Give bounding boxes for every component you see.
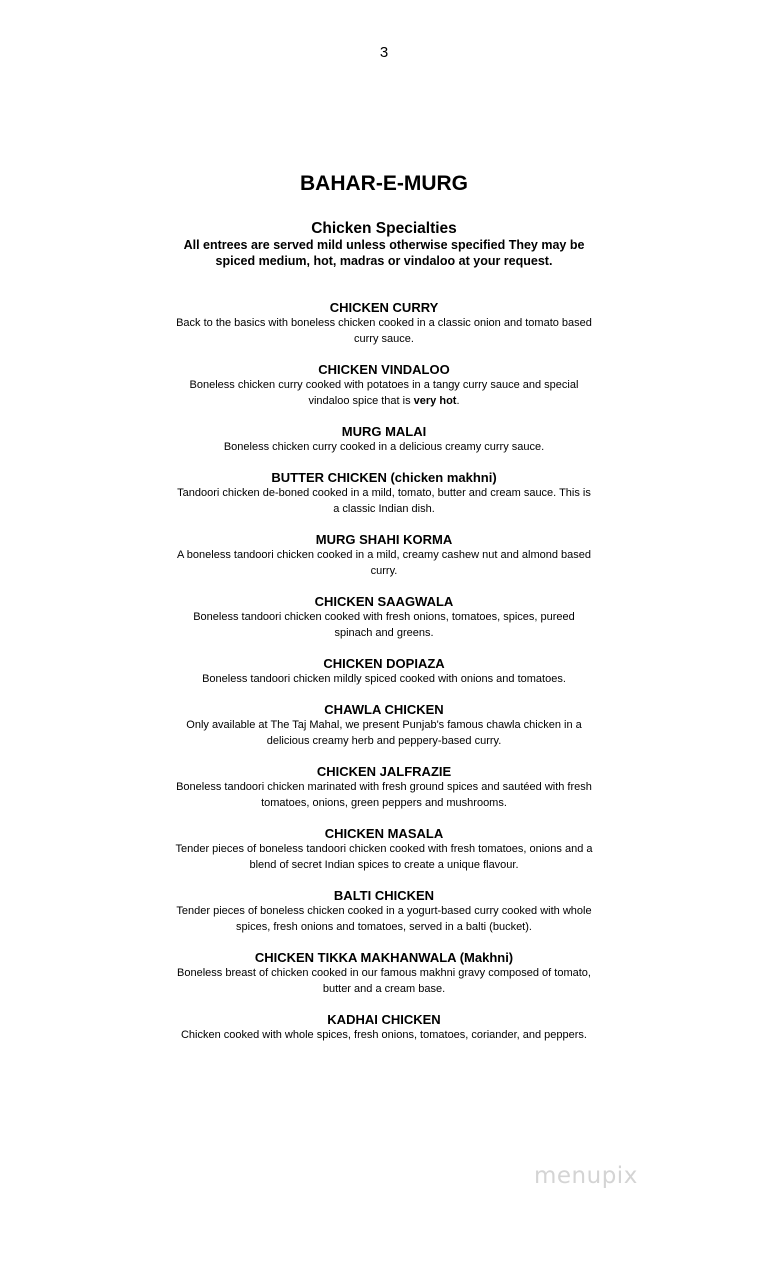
menu-item-description: Tender pieces of boneless tandoori chicken cooked with fresh tomatoes, onions and a blend of secret Indian spices to create a unique flavour. [175, 843, 593, 871]
menu-item-name: BALTI CHICKEN [333, 888, 435, 903]
menu-item-description: Boneless chicken curry cooked in a delicious creamy curry sauce. [223, 441, 545, 453]
menu-item [170, 701, 598, 763]
menu-item [170, 887, 598, 949]
menu-item-description-text: Boneless chicken curry cooked with potatoes in a tangy curry sauce and special vindaloo spice that is [189, 379, 579, 407]
menu-item-name: CHICKEN TIKKA MAKHANWALA (Makhni) [254, 950, 514, 965]
menu-item [170, 655, 598, 701]
intro-note: All entrees are served mild unless otherwise specified They may be spiced medium, hot, madras or vindaloo at your request. [183, 238, 585, 268]
menu-item-name: BUTTER CHICKEN (chicken makhni) [271, 470, 497, 485]
menupix-watermark: menupix [534, 1163, 638, 1189]
menu-item-description: Boneless breast of chicken cooked in our famous makhni gravy composed of tomato, butter and a cream base. [177, 967, 591, 995]
menu-item-name: CHICKEN VINDALOO [318, 362, 450, 377]
menu-item-name: CHICKEN SAAGWALA [314, 594, 454, 609]
menu-item-name: CHICKEN DOPIAZA [323, 656, 445, 671]
menu-item-name: CHICKEN JALFRAZIE [316, 764, 452, 779]
menu-item-description: Back to the basics with boneless chicken cooked in a classic onion and tomato based curry sauce. [176, 317, 592, 345]
menu-item-description [170, 378, 598, 409]
menu-item-description: Chicken cooked with whole spices, fresh onions, tomatoes, coriander, and peppers. [180, 1029, 587, 1041]
page-number: 3 [379, 44, 389, 61]
menu-item-description: Tender pieces of boneless chicken cooked in a yogurt-based curry cooked with whole spices, fresh onions and tomatoes, served in a balti (bucket). [176, 905, 592, 933]
menu-item [170, 469, 598, 531]
menu-item [170, 531, 598, 593]
menu-item-description-end: . [456, 394, 460, 407]
menu-item-name: KADHAI CHICKEN [327, 1012, 441, 1027]
menu-item [170, 593, 598, 655]
menu-item-name: MURG SHAHI KORMA [315, 532, 453, 547]
menu-item-description: Boneless tandoori chicken cooked with fresh onions, tomatoes, spices, pureed spinach and greens. [193, 611, 575, 639]
menu-item-description: Boneless tandoori chicken mildly spiced cooked with onions and tomatoes. [202, 673, 566, 685]
menu-item-name: CHAWLA CHICKEN [324, 702, 444, 717]
menu-item [170, 423, 598, 469]
section-subtitle: Chicken Specialties [311, 220, 457, 237]
menu-item-name: MURG MALAI [341, 424, 427, 439]
page-title: BAHAR-E-MURG [300, 172, 468, 195]
menu-item-list [170, 299, 598, 1073]
spice-warning: very hot [413, 394, 457, 407]
menu-item [170, 1011, 598, 1073]
menu-item [170, 299, 598, 361]
menu-item [170, 825, 598, 887]
menu-item [170, 361, 598, 423]
menu-item [170, 949, 598, 1011]
menu-item-description: Only available at The Taj Mahal, we present Punjab's famous chawla chicken in a delicious creamy herb and peppery-based curry. [186, 719, 582, 747]
menu-item-description: Boneless tandoori chicken marinated with fresh ground spices and sautéed with fresh tomatoes, onions, green peppers and mushrooms. [176, 781, 592, 809]
menu-item-name: CHICKEN MASALA [324, 826, 444, 841]
menu-item-name: CHICKEN CURRY [329, 300, 439, 315]
menu-item-description: Tandoori chicken de-boned cooked in a mild, tomato, butter and cream sauce. This is a classic Indian dish. [177, 487, 591, 515]
menu-item-description: A boneless tandoori chicken cooked in a mild, creamy cashew nut and almond based curry. [177, 549, 591, 577]
menu-item [170, 763, 598, 825]
